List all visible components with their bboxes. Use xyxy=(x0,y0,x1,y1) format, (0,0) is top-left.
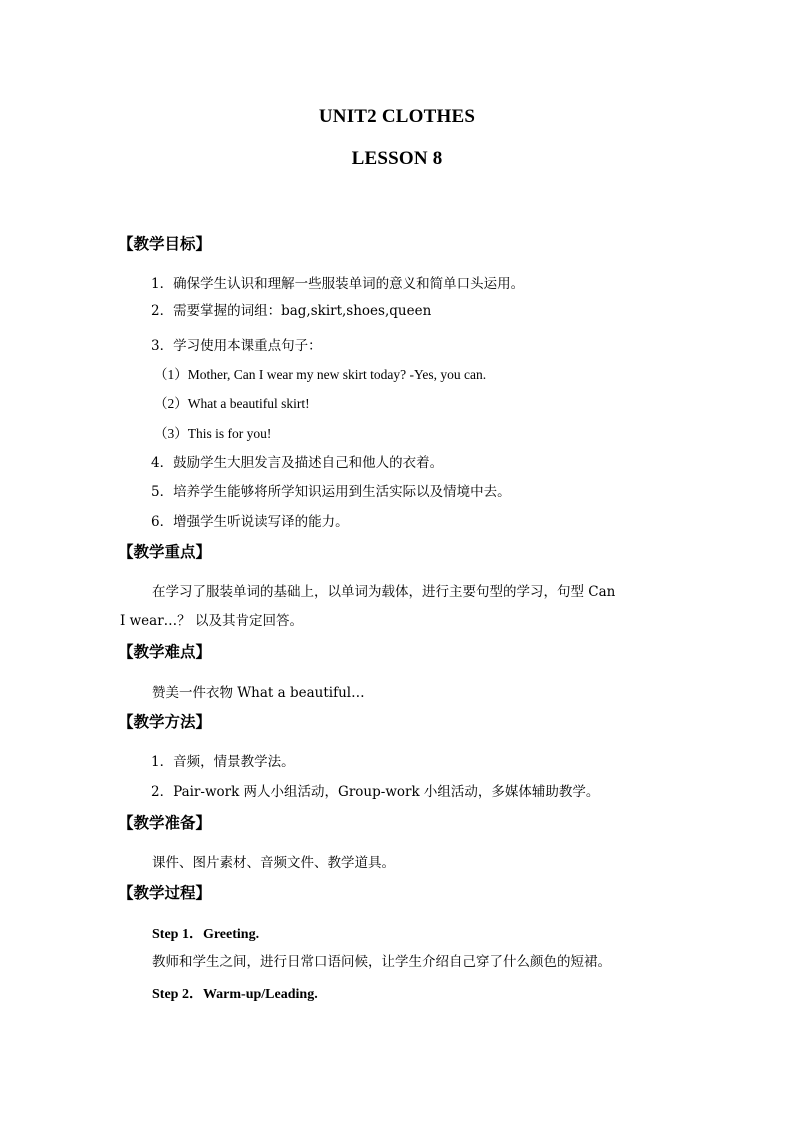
unit-title: UNIT2 CLOTHES xyxy=(318,106,476,127)
method-item: 1．音频，情景教学法。 xyxy=(151,754,295,770)
process-heading: 【教学过程】 xyxy=(118,884,212,902)
difficulties-heading: 【教学难点】 xyxy=(118,643,212,661)
key-points-text: 在学习了服装单词的基础上，以单词为载体，进行主要句型的学习，句型 Can xyxy=(152,584,616,600)
objective-item: 4．鼓励学生大胆发言及描述自己和他人的衣着。 xyxy=(151,455,444,471)
objective-item: （1）Mother, Can I wear my new skirt today? -Yes, you can. xyxy=(154,367,487,382)
methods-heading: 【教学方法】 xyxy=(118,713,212,731)
preparation-text: 课件、图片素材、音频文件、教学道具。 xyxy=(152,855,395,871)
step-1-title: Step 1．Greeting. xyxy=(152,927,260,942)
key-points-text: I wear…？ 以及其肯定回答。 xyxy=(120,613,303,629)
preparation-heading: 【教学准备】 xyxy=(118,814,212,832)
objective-item: （3）This is for you! xyxy=(154,426,272,441)
objective-item: 2．需要掌握的词组：bag,skirt,shoes,queen xyxy=(151,303,432,319)
objective-item: 6．增强学生听说读写译的能力。 xyxy=(151,514,349,530)
objective-item: 3．学习使用本课重点句子： xyxy=(151,338,322,354)
lesson-title: LESSON 8 xyxy=(351,148,443,169)
step-2-title: Step 2．Warm-up/Leading. xyxy=(152,987,318,1002)
objective-item: 5．培养学生能够将所学知识运用到生活实际以及情境中去。 xyxy=(151,484,511,500)
objectives-heading: 【教学目标】 xyxy=(118,235,212,253)
objective-item: 1．确保学生认识和理解一些服装单词的意义和简单口头运用。 xyxy=(151,276,525,292)
step-1-text: 教师和学生之间，进行日常口语问候，让学生介绍自己穿了什么颜色的短裙。 xyxy=(152,954,611,970)
method-item: 2．Pair-work 两人小组活动，Group-work 小组活动，多媒体辅助教学。 xyxy=(151,784,600,800)
difficulties-text: 赞美一件衣物 What a beautiful… xyxy=(152,685,365,701)
key-points-heading: 【教学重点】 xyxy=(118,543,212,561)
objective-item: （2）What a beautiful skirt! xyxy=(154,396,310,411)
